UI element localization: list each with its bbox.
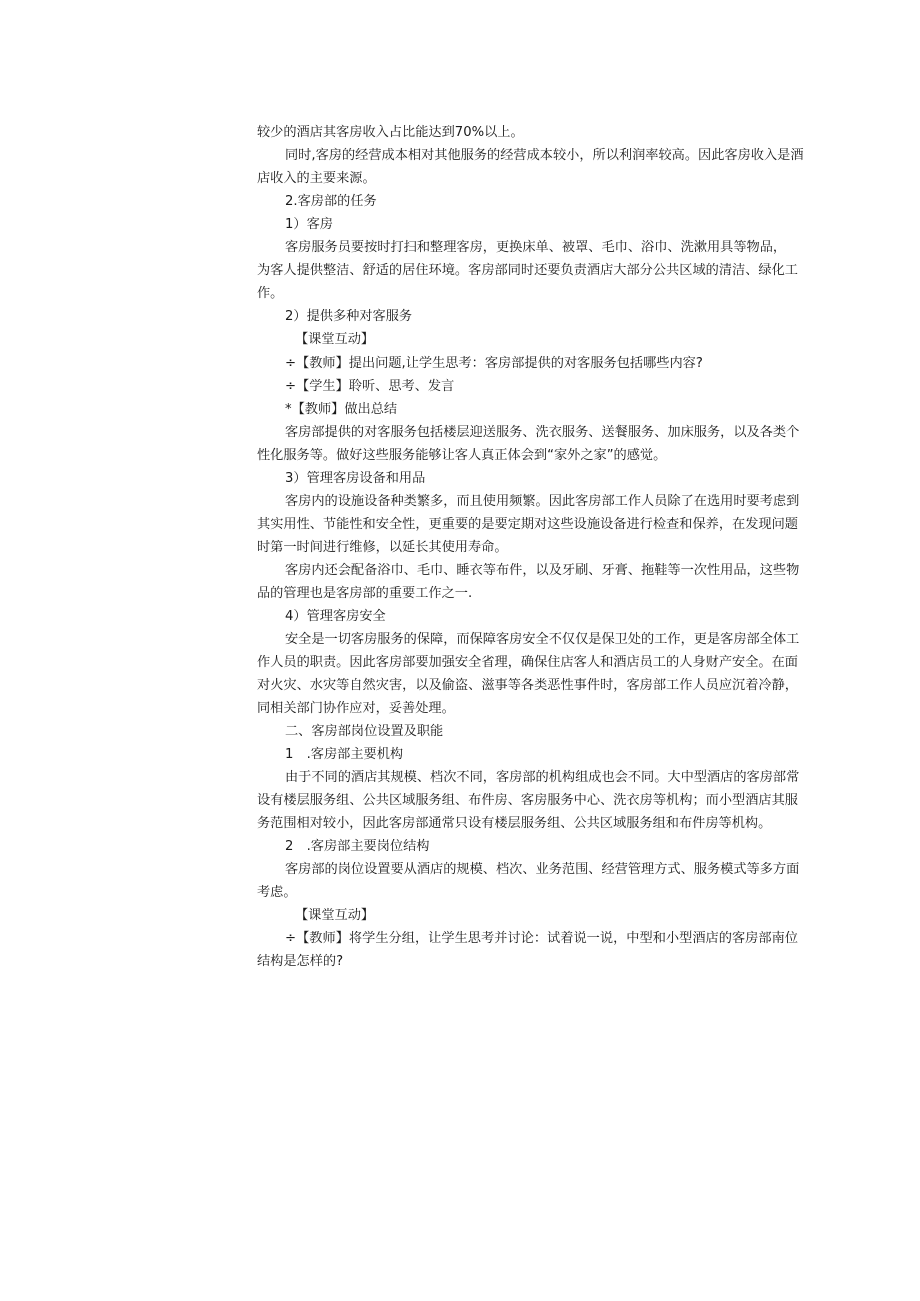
- text-line: 店收入的主要来源。: [257, 171, 376, 186]
- subsection-heading: 2）提供多种对客服务: [285, 309, 413, 324]
- text-line: 客房内的设施设备种类繁多，而且使用频繁。因此客房部工作人员除了在选用时要考虑到: [285, 494, 800, 509]
- text-line: 性化服务等。做好这些服务能够让客人真正体会到“家外之家”的感觉。: [257, 448, 667, 463]
- text-line: 安全是一切客房服务的保障，而保障客房安全不仅仅是保卫处的工作，更是客房部全体工: [285, 632, 800, 647]
- text-line: 同时,客房的经营成本相对其他服务的经营成本较小，所以利润率较高。因此客房收入是酒: [285, 148, 804, 163]
- text-line: 务范围相对较小，因此客房部通常只设有楼层服务组、公共区域服务组和布件房等机构。: [257, 816, 772, 831]
- text-line: 客房服务员要按时打扫和整理客房，更换床单、被罩、毛巾、浴巾、洗漱用具等物品，: [285, 240, 787, 255]
- subsection-heading: 1 .客房部主要机构: [285, 747, 404, 762]
- text-line: 客房内还会配备浴巾、毛巾、睡衣等布件，以及牙刷、牙膏、拖鞋等一次性用品，这些物: [285, 563, 800, 578]
- text-line: 客房部提供的对客服务包括楼层迎送服务、洗衣服务、送餐服务、加床服务，以及各类个: [285, 425, 800, 440]
- subsection-heading: 3）管理客房设备和用品: [285, 471, 426, 486]
- subsection-heading: 2 .客房部主要岗位结构: [285, 839, 430, 854]
- text-line: 作人员的职责。因此客房部要加强安全省理，确保住店客人和酒店员工的人身财产安全。在面: [257, 655, 798, 670]
- text-line: ÷【教师】提出问题,让学生思考：客房部提供的对客服务包括哪些内容?: [285, 356, 703, 371]
- activity-label: 【课堂互动】: [295, 332, 375, 347]
- text-line: ÷【学生】聆听、思考、发言: [285, 379, 455, 394]
- section-heading: 2.客房部的任务: [285, 194, 377, 209]
- text-line: 设有楼层服务组、公共区域服务组、布件房、客房服务中心、洗衣房等机构；而小型酒店其服: [257, 793, 798, 808]
- text-line: ÷【教师】将学生分组，让学生思考并讨论：试着说一说，中型和小型酒店的客房部南位: [285, 931, 798, 946]
- subsection-heading: 4）管理客房安全: [285, 609, 386, 624]
- text-line: 由于不同的酒店其规模、档次不同，客房部的机构组成也会不同。大中型酒店的客房部常: [285, 770, 800, 785]
- text-line: 同相关部门协作应对，妥善处理。: [257, 701, 455, 716]
- text-line: 为客人提供整洁、舒适的居住环境。客房部同时还要负责酒店大部分公共区域的清洁、绿化工: [257, 263, 798, 278]
- text-line: 客房部的岗位设置要从酒店的规模、档次、业务范围、经营管理方式、服务模式等多方面: [285, 862, 800, 877]
- text-line: 对火灾、水灾等自然灾害，以及偷盗、滋事等各类恶性事件时，客房部工作人员应沉着冷静，: [257, 678, 798, 693]
- section-heading: 二、客房部岗位设置及职能: [285, 724, 444, 739]
- text-line: *【教师】做出总结: [285, 402, 398, 417]
- text-line: 结构是怎样的?: [257, 954, 344, 969]
- subsection-heading: 1）客房: [285, 217, 333, 232]
- text-line: 品的管理也是客房部的重要工作之一.: [257, 586, 473, 601]
- text-line: 较少的酒店其客房收入占比能达到70%以上。: [257, 125, 524, 140]
- activity-label: 【课堂互动】: [295, 908, 375, 923]
- text-line: 时第一时间进行维修，以延长其使用寿命。: [257, 540, 508, 555]
- text-line: 作。: [257, 286, 284, 301]
- text-line: 考虑。: [257, 885, 297, 900]
- text-line: 其实用性、节能性和安全性，更重要的是要定期对这些设施设备进行检查和保养，在发现问题: [257, 517, 798, 532]
